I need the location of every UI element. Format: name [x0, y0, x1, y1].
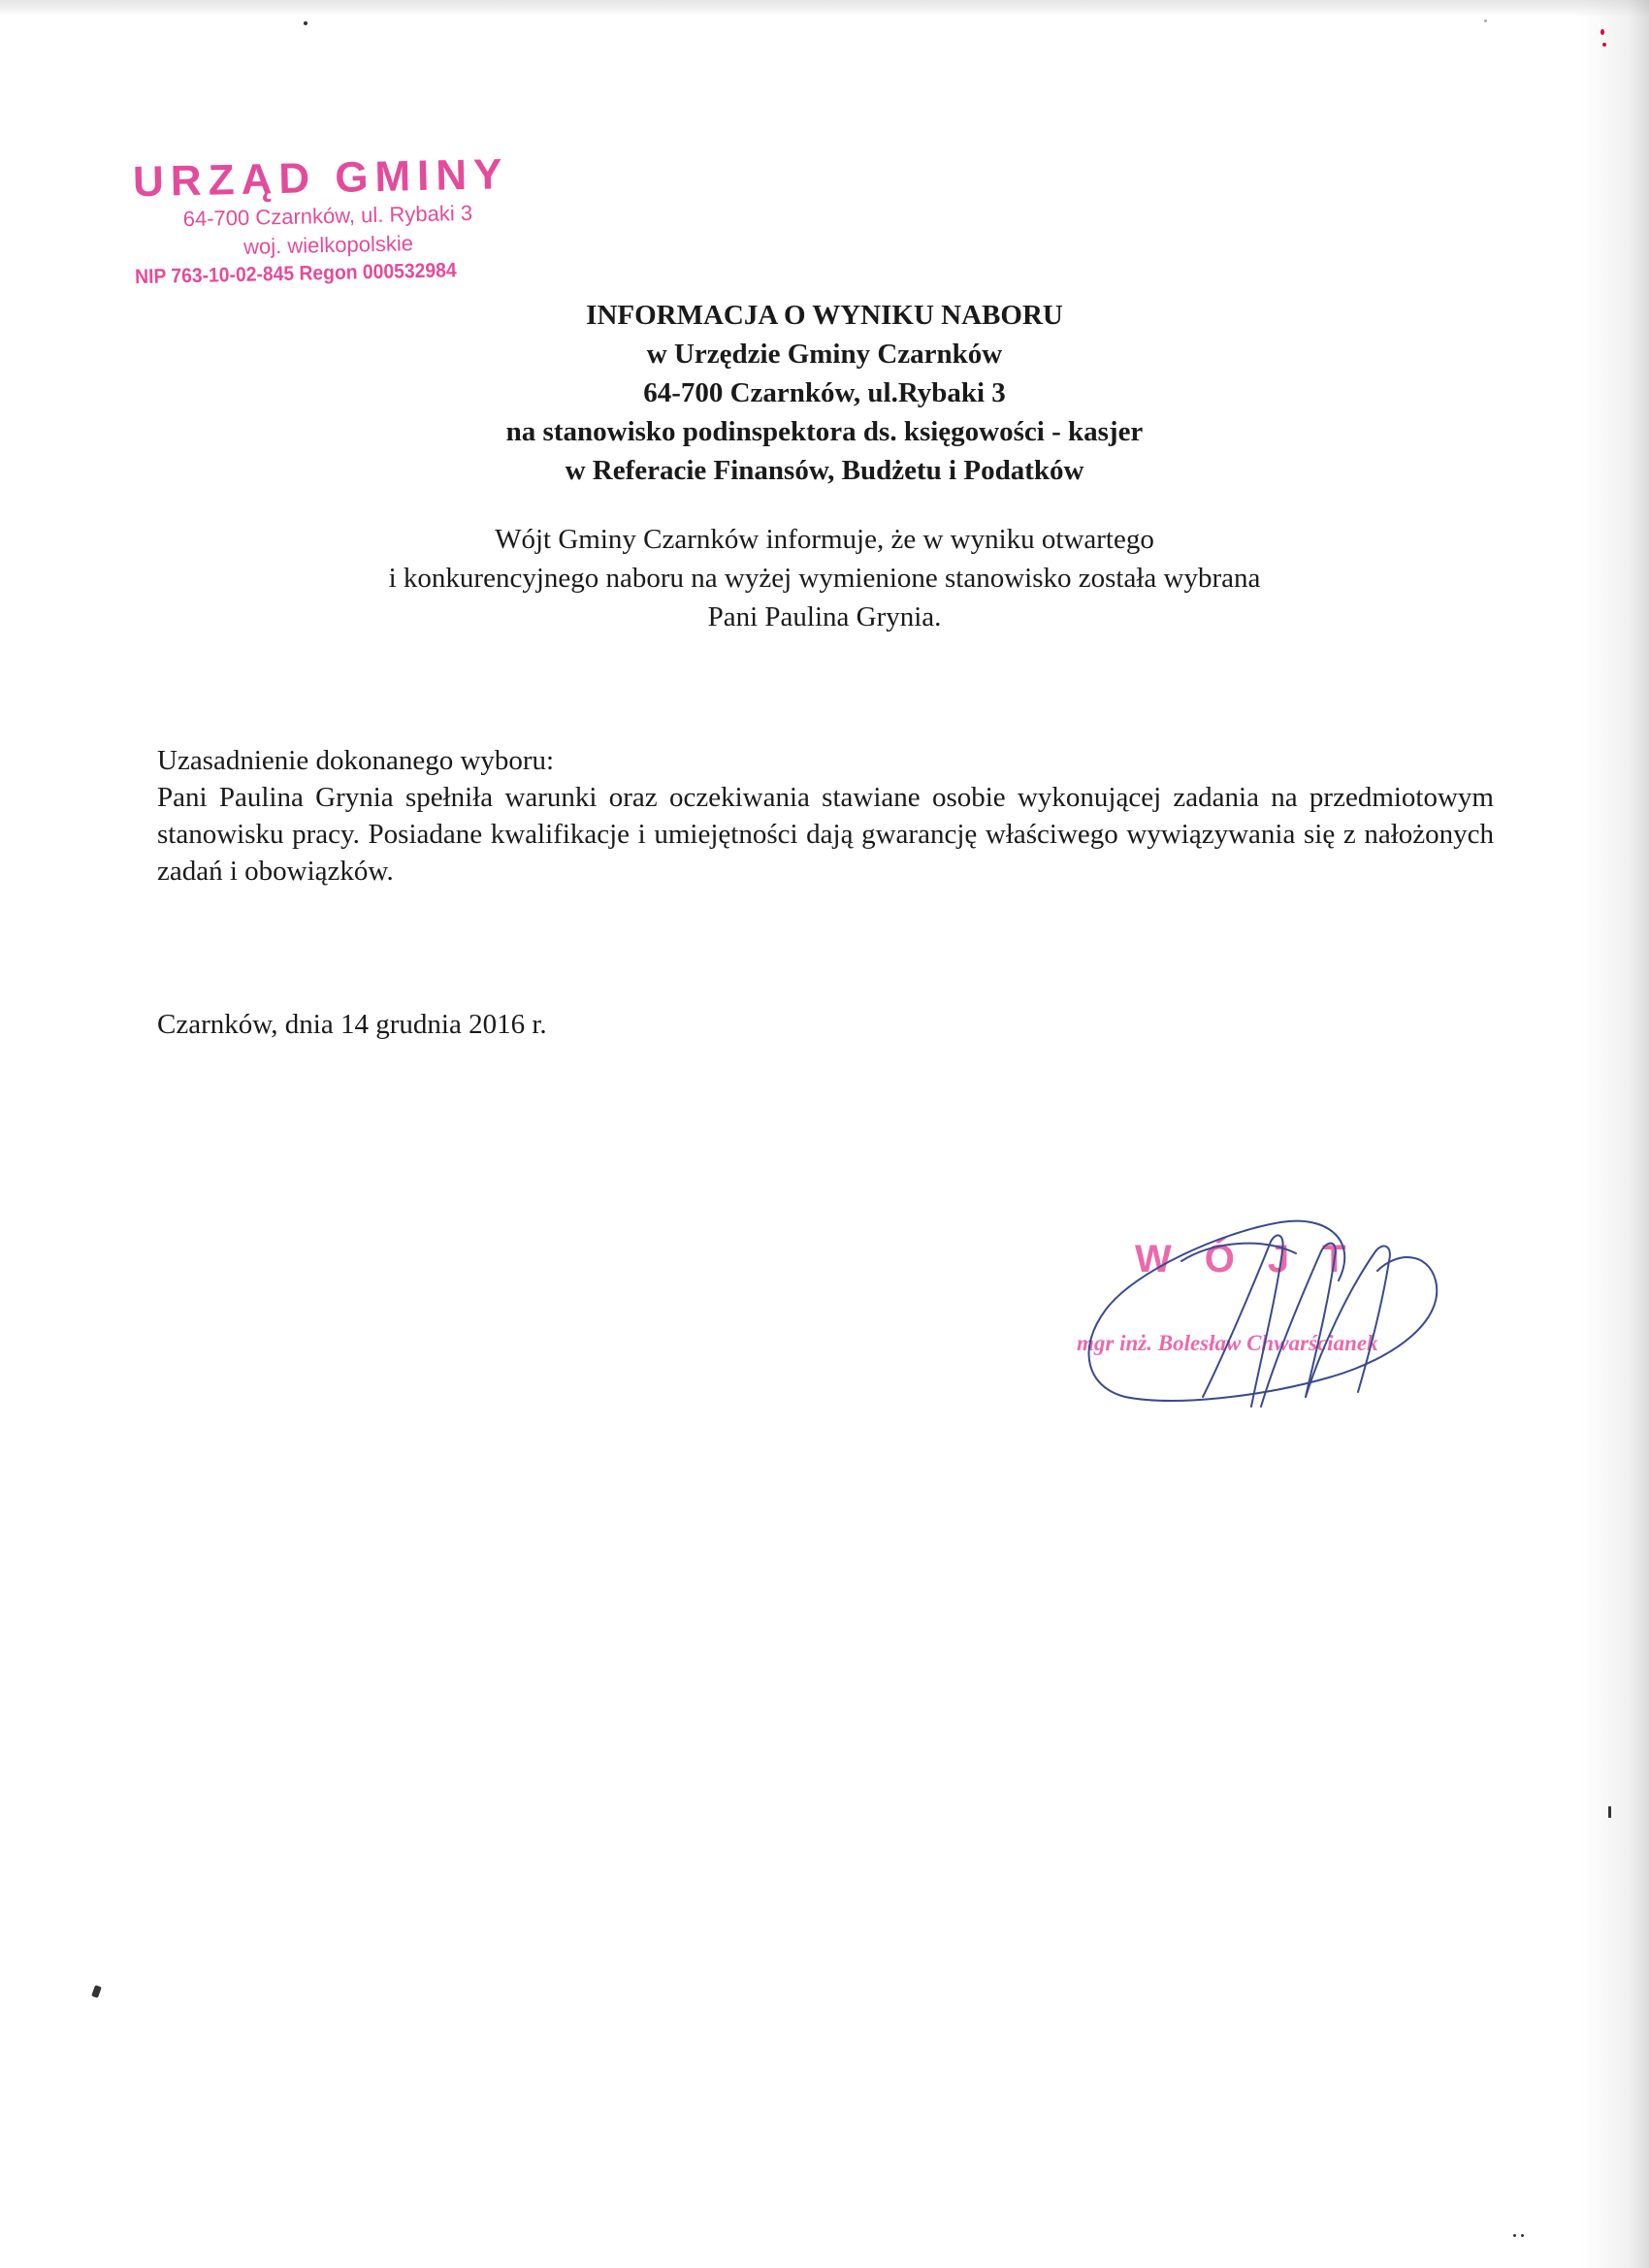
heading-line: w Referacie Finansów, Budżetu i Podatków	[565, 455, 1084, 486]
announcement-line: Pani Paulina Grynia.	[707, 601, 942, 632]
heading-line: INFORMACJA O WYNIKU NABORU	[586, 300, 1063, 331]
stamp-title: URZĄD GMINY	[132, 150, 509, 207]
handwritten-signature-icon	[1067, 1203, 1455, 1416]
justification-section	[157, 742, 1494, 890]
heading-line: 64-700 Czarnków, ul.Rybaki 3	[643, 377, 1006, 408]
heading-line: na stanowisko podinspektora ds. księgowości - kasjer	[505, 416, 1144, 447]
stamp-nip-regon: NIP 763-10-02-845 Regon 000532984	[134, 259, 457, 289]
signature-block	[1067, 1203, 1455, 1416]
justification-title: Uzasadnienie dokonanego wyboru:	[157, 745, 555, 776]
document-heading	[291, 296, 1358, 490]
stamp-region: woj. wielkopolskie	[242, 231, 414, 259]
stamp-address: 64-700 Czarnków, ul. Rybaki 3	[182, 200, 473, 232]
scan-shadow-top	[0, 0, 1649, 17]
announcement-line: Wójt Gminy Czarnków informuje, że w wyniku otwartego	[495, 524, 1154, 555]
announcement-line: i konkurencyjnego naboru na wyżej wymienione stanowisko została wybrana	[388, 563, 1261, 594]
announcement-paragraph	[194, 520, 1455, 636]
heading-line: w Urzędzie Gminy Czarnków	[646, 339, 1003, 370]
office-stamp	[133, 151, 524, 291]
signature-stamp-name: mgr inż. Bolesław Chwarścianek	[1077, 1331, 1378, 1355]
scan-shadow-edge	[1581, 0, 1649, 2268]
date-line: Czarnków, dnia 14 grudnia 2016 r.	[157, 1009, 547, 1040]
signature-stamp-title: WÓJT	[1135, 1238, 1379, 1280]
justification-body: Pani Paulina Grynia spełniła warunki oraz oczekiwania stawiane osobie wykonującej zadania na przedmiotowym stanowisku pracy. Posiadane kwalifikacje i umiejętności dają gwarancję właściwego wywiązywania się z nałożonych zadań i obowiązków.	[157, 782, 1494, 887]
